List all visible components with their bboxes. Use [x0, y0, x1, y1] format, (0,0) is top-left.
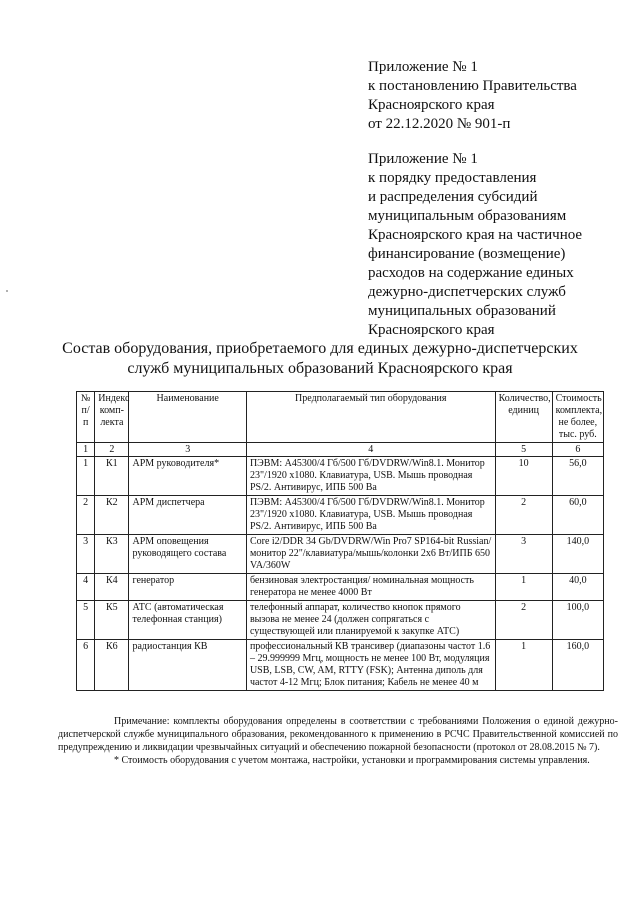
appendix-procedure-line: Красноярского края на частичное [368, 227, 583, 243]
appendix-main-line: Красноярского края [368, 97, 495, 113]
appendix-main-block [368, 58, 628, 134]
cell-num: 2 [77, 496, 95, 535]
header-cost: Стоимость комплекта, не более, тыс. руб. [552, 392, 603, 443]
header-qty: Количество, единиц [495, 392, 552, 443]
document-title [40, 339, 600, 379]
table-row [77, 535, 604, 574]
cell-index: К6 [95, 640, 129, 691]
table-row [77, 457, 604, 496]
cell-cost: 60,0 [552, 496, 603, 535]
cell-cost: 56,0 [552, 457, 603, 496]
column-number: 1 [77, 443, 95, 457]
cell-name: АРМ оповещения руководящего состава [129, 535, 246, 574]
header-type: Предполагаемый тип оборудования [246, 392, 495, 443]
appendix-procedure-line: муниципальных образований [368, 303, 556, 319]
column-number: 3 [129, 443, 246, 457]
table-row [77, 640, 604, 691]
cell-num: 5 [77, 601, 95, 640]
cell-cost: 140,0 [552, 535, 603, 574]
cell-type: ПЭВМ: A45300/4 Гб/500 Гб/DVDRW/Win8.1. Монитор 23"/1920 x1080. Клавиатура, USB. Мышь проводная PS/2. Антивирус, ИПБ 500 Ва [246, 457, 495, 496]
table-row [77, 601, 604, 640]
cell-qty: 2 [495, 601, 552, 640]
cell-index: К4 [95, 574, 129, 601]
appendix-procedure-line: и распределения субсидий [368, 189, 538, 205]
appendix-main-line: Приложение № 1 [368, 59, 478, 75]
header-num: № п/п [77, 392, 95, 443]
header-index: Индекс комп-лекта [95, 392, 129, 443]
scan-speck [6, 290, 8, 292]
appendix-procedure-line: Приложение № 1 [368, 151, 478, 167]
cell-name: генератор [129, 574, 246, 601]
cell-name: АТС (автоматическая телефонная станция) [129, 601, 246, 640]
note-paragraph: Примечание: комплекты оборудования определены в соответствии с требованиями Положения о единой дежурно-диспетчерской службе муниципального образования, рекомендованного к применению в РСЧС Правительственной комиссией по предупреждению и ликвидации чрезвычайных ситуаций и обеспечению пожарной безопасности (протокол от 28.08.2015 № 7). [58, 716, 618, 753]
cell-num: 6 [77, 640, 95, 691]
table-row [77, 496, 604, 535]
footnote-paragraph: * Стоимость оборудования с учетом монтажа, настройки, установки и программирования системы управления. [114, 755, 590, 766]
cell-num: 4 [77, 574, 95, 601]
appendix-procedure-line: расходов на содержание единых [368, 265, 574, 281]
header-name: Наименование [129, 392, 246, 443]
document-title-line-1: Состав оборудования, приобретаемого для единых дежурно-диспетчерских [62, 340, 578, 357]
cell-qty: 2 [495, 496, 552, 535]
cell-type: ПЭВМ: A45300/4 Гб/500 Гб/DVDRW/Win8.1. Монитор 23"/1920 x1080. Клавиатура, USB. Мышь проводная PS/2. Антивирус, ИПБ 500 Ва [246, 496, 495, 535]
cell-num: 1 [77, 457, 95, 496]
cell-name: радиостанция КВ [129, 640, 246, 691]
cell-type: Core i2/DDR 34 Gb/DVDRW/Win Pro7 SP164-bit Russian/ монитор 22"/клавиатура/мышь/колонки 2x6 Вт/ИПБ 650 VA/360W [246, 535, 495, 574]
cell-index: К5 [95, 601, 129, 640]
cell-cost: 160,0 [552, 640, 603, 691]
appendix-procedure-line: к порядку предоставления [368, 170, 537, 186]
cell-cost: 40,0 [552, 574, 603, 601]
appendix-main-line: к постановлению Правительства [368, 78, 577, 94]
cell-qty: 1 [495, 640, 552, 691]
table-header-row [77, 392, 604, 443]
cell-type: бензиновая электростанция/ номинальная мощность генератора не менее 4000 Вт [246, 574, 495, 601]
cell-qty: 1 [495, 574, 552, 601]
cell-type: профессиональный КВ трансивер (диапазоны частот 1.6 – 29.999999 Мгц, мощность не менее 100 Вт, модуляция USB, LSB, CW, AM, RTTY (FSK); Антенна диполь для частот 4-12 Мгц; Блок питания; Кабель не менее 40 м [246, 640, 495, 691]
cell-num: 3 [77, 535, 95, 574]
column-number: 2 [95, 443, 129, 457]
document-title-line-2: служб муниципальных образований Красноярского края [127, 360, 513, 377]
cell-qty: 3 [495, 535, 552, 574]
table-row [77, 574, 604, 601]
notes-block [58, 715, 618, 767]
column-number: 4 [246, 443, 495, 457]
cell-name: АРМ руководителя* [129, 457, 246, 496]
column-number: 6 [552, 443, 603, 457]
appendix-main-line: от 22.12.2020 № 901-п [368, 116, 511, 132]
cell-qty: 10 [495, 457, 552, 496]
appendix-procedure-line: дежурно-диспетчерских служб [368, 284, 566, 300]
column-number-row [77, 443, 604, 457]
appendix-procedure-line: Красноярского края [368, 322, 495, 338]
cell-index: К1 [95, 457, 129, 496]
column-number: 5 [495, 443, 552, 457]
appendix-procedure-line: финансирование (возмещение) [368, 246, 566, 262]
equipment-table [76, 391, 604, 691]
cell-cost: 100,0 [552, 601, 603, 640]
cell-index: К3 [95, 535, 129, 574]
cell-name: АРМ диспетчера [129, 496, 246, 535]
appendix-procedure-line: муниципальным образованиям [368, 208, 567, 224]
appendix-procedure-block [368, 150, 628, 340]
cell-type: телефонный аппарат, количество кнопок прямого вызова не менее 24 (должен сопрягаться с существующей или планируемой к закупке АТС) [246, 601, 495, 640]
cell-index: К2 [95, 496, 129, 535]
